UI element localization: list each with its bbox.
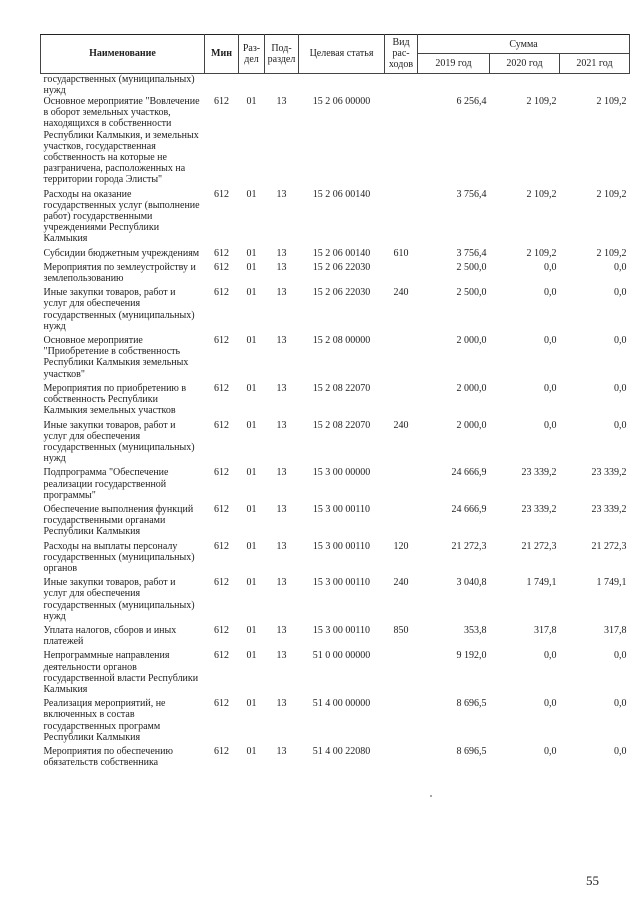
header-2019: 2019 год [418,54,490,73]
table-row [41,189,630,248]
table-row [41,625,630,650]
cell-sum-2019: 3 756,4 [456,188,487,200]
cell-vid [385,467,418,504]
page-number: 55 [586,873,599,888]
cell-sum-2021: 0,0 [614,335,627,347]
cell-razdel: 01 [246,577,257,589]
table-row [41,504,630,541]
cell-name: Реализация мероприятий, не включенных в состав государственных программ Республики Калмыкия [43,698,166,743]
table-row [41,698,630,746]
cell-razdel: 01 [246,698,257,710]
table-row [41,383,630,420]
cell-min: 612 [214,382,229,394]
cell-razdel: 01 [246,96,257,108]
cell-sum-2020: 23 339,2 [521,503,557,515]
cell-min: 612 [214,540,229,552]
cell-vid [385,262,418,287]
cell-sum-2019: 24 666,9 [451,467,487,479]
cell-article: 15 2 06 00000 [312,96,371,108]
table-row [41,420,630,468]
cell-vid [385,335,418,383]
cell-name: Иные закупки товаров, работ и услуг для обеспечения государственных (муниципальных) нужд [43,419,195,465]
cell-name: Расходы на выплаты персоналу государственных (муниципальных) органов [43,540,195,574]
table-row [41,96,630,189]
cell-name: Подпрограмма "Обеспечение реализации государственной программы" [43,467,169,501]
table-row [41,541,630,578]
cell-razdel: 01 [246,335,257,347]
header-summa: Сумма [418,35,630,54]
cell-podrazdel: 13 [276,698,287,710]
cell-name: Расходы на оказание государственных услуг (выполнение работ) государственными учреждениями Республики Калмыкия [43,188,200,245]
cell-name: Субсидии бюджетным учреждениям [43,247,200,259]
cell-sum-2019: 2 000,0 [456,335,487,347]
cell-podrazdel: 13 [276,745,287,757]
cell-sum-2019: 2 500,0 [456,261,487,273]
cell-sum-2020: 317,8 [534,624,557,636]
cell-razdel: 01 [246,188,257,200]
cell-article: 51 4 00 00000 [312,698,371,710]
cell-sum-2020: 1 749,1 [526,577,557,589]
cell-min: 612 [214,577,229,589]
cell-sum-2019: 8 696,5 [456,745,487,757]
cell-vid [385,73,418,96]
cell-podrazdel: 13 [276,624,287,636]
header-article: Целевая статья [299,35,385,74]
cell-razdel: 01 [246,503,257,515]
cell-razdel: 01 [246,382,257,394]
cell-name: Иные закупки товаров, работ и услуг для обеспечения государственных (муниципальных) нужд [43,287,195,332]
cell-sum-2020: 23 339,2 [521,467,557,479]
cell-sum-2021 [560,73,630,96]
cell-vid [385,746,418,771]
cell-min: 612 [214,335,229,347]
cell-sum-2020: 0,0 [544,650,557,662]
cell-vid [385,96,418,189]
cell-sum-2021: 0,0 [614,287,627,299]
cell-sum-2021: 2 109,2 [596,96,627,108]
cell-razdel: 01 [246,261,257,273]
cell-sum-2021: 317,8 [604,624,627,636]
cell-podrazdel: 13 [276,467,287,479]
cell-sum-2020: 0,0 [544,698,557,710]
cell-podrazdel: 13 [276,261,287,273]
cell-sum-2019: 8 696,5 [456,698,487,710]
cell-name: Основное мероприятие "Приобретение в собственность Республики Калмыкия земельных участков" [43,335,189,380]
cell-vid: 610 [393,247,409,259]
cell-razdel: 01 [246,745,257,757]
cell-min: 612 [214,188,229,200]
cell-min: 612 [214,698,229,710]
table-row [41,73,630,96]
cell-sum-2020: 0,0 [544,335,557,347]
cell-sum-2021: 2 109,2 [596,188,627,200]
cell-min: 612 [214,419,229,431]
cell-article: 15 3 00 00110 [312,540,371,552]
budget-table [40,34,630,771]
cell-name: Основное мероприятие "Вовлечение в оборот земельных участков, находящихся в собственности Республики Калмыкия, и земельных участков, государственная собственность на которые не разграничена, расположенных на территории города Элисты" [43,96,200,186]
cell-podrazdel: 13 [276,247,287,259]
scan-speck [430,795,432,797]
cell-sum-2020: 21 272,3 [521,540,557,552]
cell-article: 15 2 06 00140 [312,188,371,200]
cell-name: Мероприятия по обеспечению обязательств собственника [43,745,173,769]
table-row [41,746,630,771]
table-row [41,650,630,698]
cell-sum-2021: 0,0 [614,745,627,757]
cell-sum-2021: 23 339,2 [591,467,627,479]
cell-sum-2019: 6 256,4 [456,96,487,108]
table-row [41,248,630,262]
cell-podrazdel: 13 [276,650,287,662]
cell-sum-2019: 353,8 [464,624,487,636]
cell-min: 612 [214,624,229,636]
cell-sum-2020: 0,0 [544,287,557,299]
cell-razdel [239,73,265,96]
cell-sum-2019 [418,73,490,96]
header-podrazdel: Под-раздел [265,35,299,74]
header-razdel: Раз-дел [239,35,265,74]
cell-vid [385,189,418,248]
cell-razdel: 01 [246,650,257,662]
cell-podrazdel: 13 [276,335,287,347]
cell-sum-2020: 2 109,2 [526,247,557,259]
header-name: Наименование [41,35,205,74]
cell-article: 51 4 00 22080 [312,745,371,757]
cell-sum-2020: 0,0 [544,745,557,757]
cell-sum-2020 [490,73,560,96]
cell-name: Обеспечение выполнения функций государственными органами Республики Калмыкия [43,503,194,538]
cell-sum-2021: 0,0 [614,698,627,710]
cell-podrazdel: 13 [276,577,287,589]
cell-sum-2020: 2 109,2 [526,96,557,108]
cell-sum-2019: 2 000,0 [456,382,487,394]
cell-sum-2021: 0,0 [614,419,627,431]
cell-razdel: 01 [246,624,257,636]
table-row [41,467,630,504]
cell-name: Непрограммные направления деятельности органов государственной власти Республики Калмыкия [43,650,199,695]
cell-name: Уплата налогов, сборов и иных платежей [43,624,177,648]
cell-min: 612 [214,96,229,108]
cell-article: 15 2 06 00140 [312,247,371,259]
cell-sum-2021: 0,0 [614,382,627,394]
table-row [41,335,630,383]
cell-vid: 240 [393,577,409,589]
cell-sum-2019: 9 192,0 [456,650,487,662]
cell-podrazdel [265,73,299,96]
cell-sum-2019: 24 666,9 [451,503,487,515]
cell-min [205,73,239,96]
cell-vid: 240 [393,287,409,299]
cell-min: 612 [214,247,229,259]
cell-sum-2020: 0,0 [544,419,557,431]
cell-vid: 120 [393,540,409,552]
cell-sum-2019: 2 000,0 [456,419,487,431]
cell-article: 15 2 08 22070 [312,419,371,431]
cell-article [299,73,385,96]
header-2021: 2021 год [560,54,630,73]
cell-min: 612 [214,261,229,273]
cell-name: Мероприятия по землеустройству и землепользованию [43,261,196,285]
cell-article: 51 0 00 00000 [312,650,371,662]
cell-razdel: 01 [246,467,257,479]
cell-article: 15 2 06 22030 [312,261,371,273]
cell-sum-2021: 21 272,3 [591,540,627,552]
header-2020: 2020 год [490,54,560,73]
cell-sum-2020: 0,0 [544,261,557,273]
cell-podrazdel: 13 [276,503,287,515]
cell-podrazdel: 13 [276,96,287,108]
cell-article: 15 3 00 00000 [312,467,371,479]
cell-name: государственных (муниципальных) нужд [43,73,195,96]
cell-podrazdel: 13 [276,419,287,431]
cell-sum-2019: 21 272,3 [451,540,487,552]
cell-min: 612 [214,467,229,479]
cell-min: 612 [214,503,229,515]
cell-podrazdel: 13 [276,540,287,552]
cell-vid [385,383,418,420]
cell-podrazdel: 13 [276,188,287,200]
cell-article: 15 2 06 22030 [312,287,371,299]
cell-sum-2020: 2 109,2 [526,188,557,200]
table-row [41,287,630,335]
table-body [41,73,630,771]
cell-podrazdel: 13 [276,382,287,394]
table-row [41,262,630,287]
cell-sum-2021: 0,0 [614,261,627,273]
cell-name: Мероприятия по приобретению в собственность Республики Калмыкия земельных участков [43,382,187,417]
cell-razdel: 01 [246,540,257,552]
cell-article: 15 3 00 00110 [312,624,371,636]
cell-sum-2021: 1 749,1 [596,577,627,589]
cell-sum-2019: 2 500,0 [456,287,487,299]
cell-vid [385,504,418,541]
cell-razdel: 01 [246,287,257,299]
cell-vid: 240 [393,419,409,431]
cell-name: Иные закупки товаров, работ и услуг для обеспечения государственных (муниципальных) нужд [43,577,195,622]
header-min: Мин [205,35,239,74]
cell-sum-2019: 3 040,8 [456,577,487,589]
cell-min: 612 [214,650,229,662]
cell-sum-2019: 3 756,4 [456,247,487,259]
cell-sum-2021: 0,0 [614,650,627,662]
cell-sum-2021: 2 109,2 [596,247,627,259]
cell-min: 612 [214,745,229,757]
cell-podrazdel: 13 [276,287,287,299]
cell-article: 15 2 08 00000 [312,335,371,347]
cell-vid: 850 [393,624,409,636]
cell-razdel: 01 [246,419,257,431]
cell-sum-2020: 0,0 [544,382,557,394]
table-header [41,35,630,74]
cell-article: 15 2 08 22070 [312,382,371,394]
cell-sum-2021: 23 339,2 [591,503,627,515]
cell-min: 612 [214,287,229,299]
cell-article: 15 3 00 00110 [312,577,371,589]
cell-razdel: 01 [246,247,257,259]
cell-vid [385,698,418,746]
header-vid: Вид рас-ходов [385,35,418,74]
table-row [41,577,630,625]
cell-vid [385,650,418,698]
cell-article: 15 3 00 00110 [312,503,371,515]
